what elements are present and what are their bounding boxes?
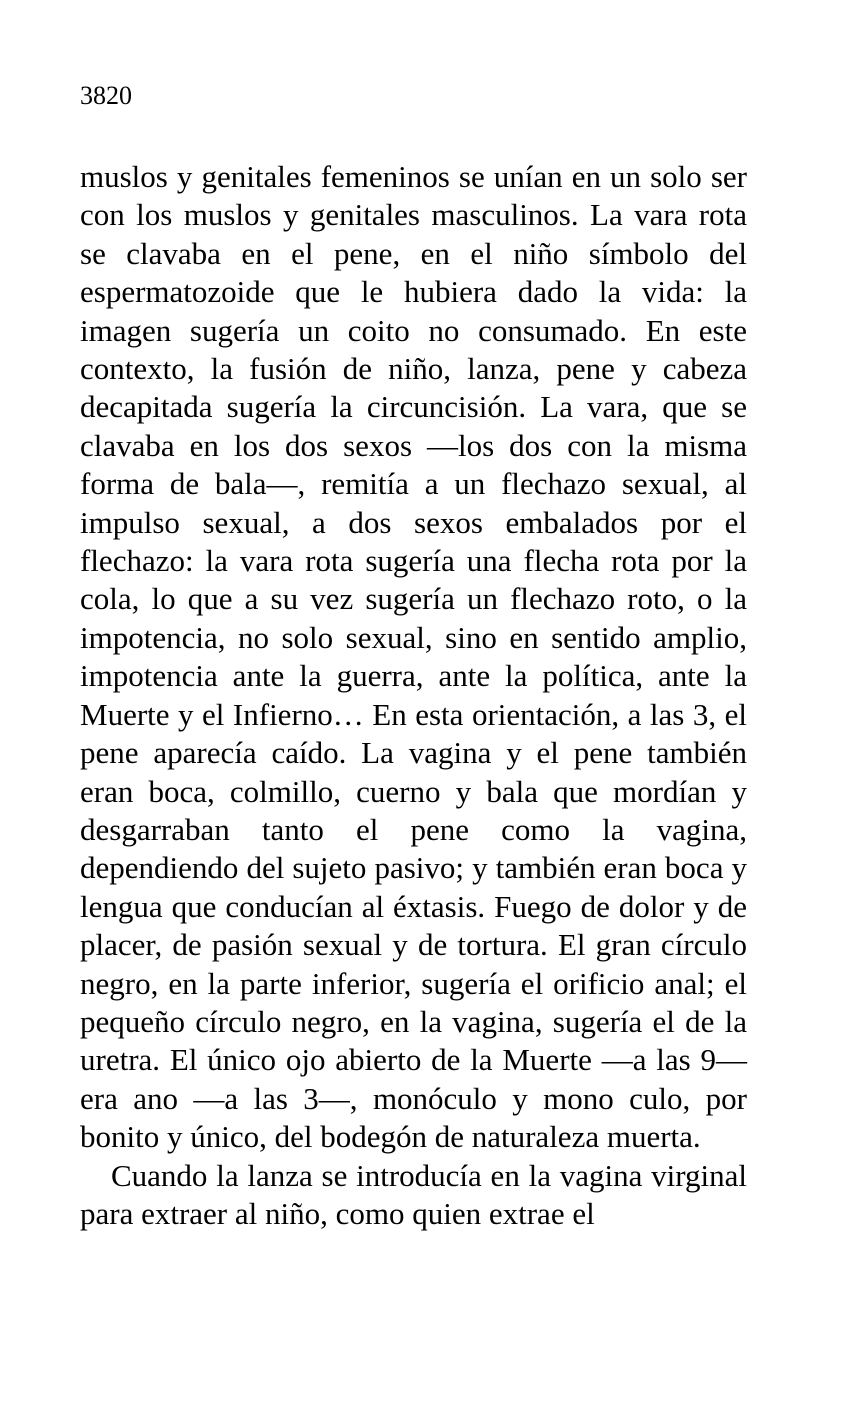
paragraph: muslos y genitales femeninos se unían en un solo ser con los muslos y genitales masculinos. La vara rota se clavaba en el pene, en el niño símbolo del espermatozoide que le hubiera dado la vida: la imagen sugería un coito no consumado. En este contexto, la fusión de niño, lanza, pene y cabeza decapitada sugería la circuncisión. La vara, que se clavaba en los dos sexos —los dos con la misma forma de bala—, remitía a un flechazo sexual, al impulso sexual, a dos sexos embalados por el flechazo: la vara rota sugería una flecha rota por la cola, lo que a su vez sugería un flechazo roto, o la impotencia, no solo sexual, sino en sentido amplio, impotencia ante la guerra, ante la política, ante la Muerte y el Infierno… En esta orientación, a las 3, el pene aparecía caído. La vagina y el pene también eran boca, colmillo, cuerno y bala que mordían y desgarraban tanto el pene como la vagina, dependiendo del sujeto pasivo; y también eran boca y lengua que conducían al éxtasis. Fuego de dolor y de placer, de pasión sexual y de tortura. El gran círculo negro, en la parte inferior, sugería el orificio anal; el pequeño círculo negro, en la vagina, sugería el de la uretra. El único ojo abierto de la Muerte —a las 9— era ano —a las 3—, monóculo y mono culo, por bonito y único, del bodegón de naturaleza muerta.: [80, 159, 747, 1155]
page-number: 3820: [80, 81, 132, 110]
paragraph: Cuando la lanza se introducía en la vagina virginal para extraer al niño, como quien extrae el: [80, 1157, 747, 1231]
text-body: [80, 158, 747, 1233]
